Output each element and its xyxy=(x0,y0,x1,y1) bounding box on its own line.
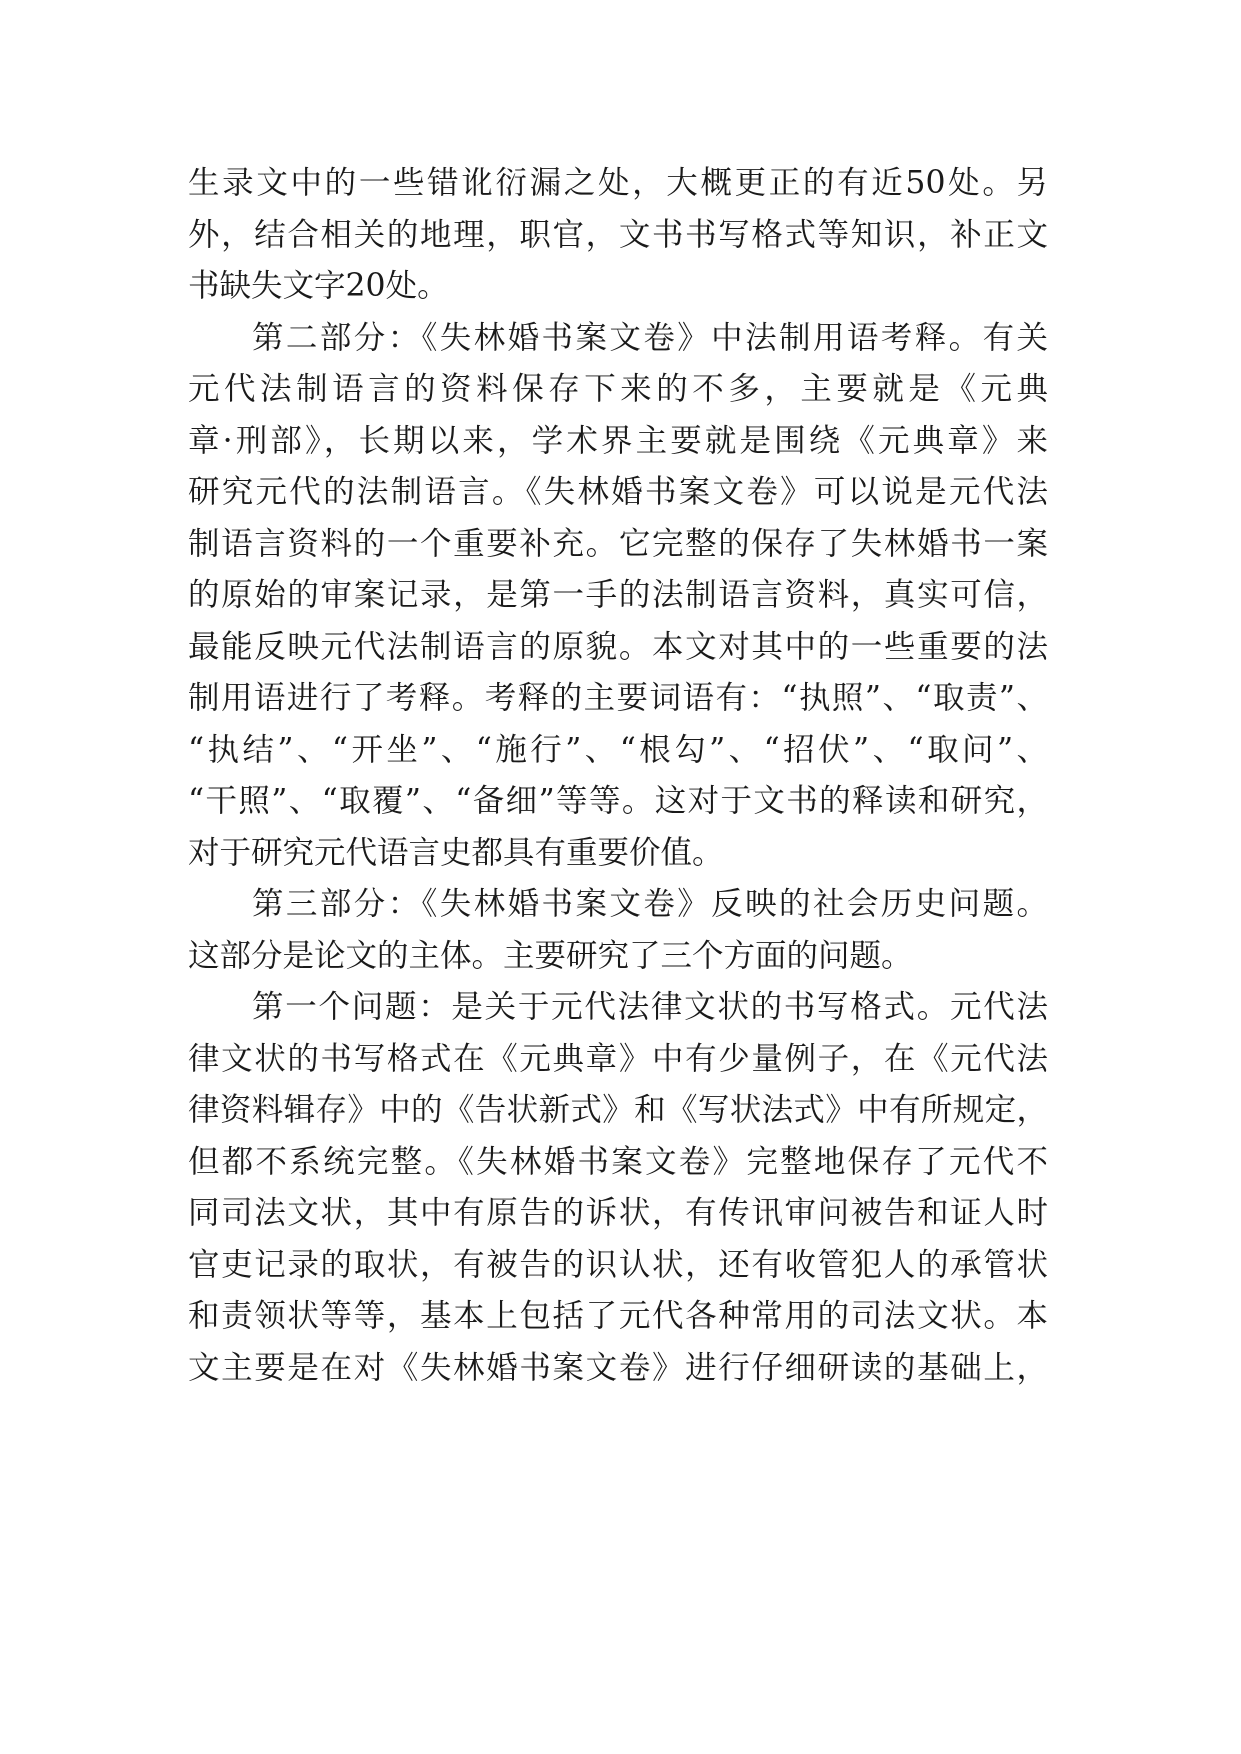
text-line: 书缺失文字20处。 xyxy=(188,268,449,304)
text-line: 但都不系统完整。《失林婚书案文卷》完整地保存了元代不 xyxy=(188,1143,1048,1180)
text-line: 外，结合相关的地理，职官，文书书写格式等知识，补正文 xyxy=(188,216,1048,253)
text-line: 元代法制语言的资料保存下来的不多，主要就是《元典 xyxy=(188,371,1048,407)
text-line: 最能反映元代法制语言的原貌。本文对其中的一些重要的法 xyxy=(188,628,1048,665)
text-line: 研究元代的法制语言。《失林婚书案文卷》可以说是元代法 xyxy=(188,474,1048,510)
text-line: “干照”、“取覆”、“备细”等等。这对于文书的释读和研究， xyxy=(188,783,1048,819)
text-line: 律资料辑存》中的《告状新式》和《写状法式》中有所规定， xyxy=(188,1092,1048,1128)
para-intro-continued xyxy=(188,158,1048,313)
text-line: 文主要是在对《失林婚书案文卷》进行仔细研读的基础上， xyxy=(188,1349,1048,1386)
text-line: 对于研究元代语言史都具有重要价值。 xyxy=(188,834,724,871)
text-line: 生录文中的一些错讹衍漏之处，大概更正的有近50处。另 xyxy=(188,165,1048,201)
text-line: 官吏记录的取状，有被告的识认状，还有收管犯人的承管状 xyxy=(188,1246,1048,1283)
text-line: 第一个问题：是关于元代法律文状的书写格式。元代法 xyxy=(252,989,1048,1025)
text-line: 律文状的书写格式在《元典章》中有少量例子，在《元代法 xyxy=(188,1040,1048,1077)
text-line: 和责领状等等，基本上包括了元代各种常用的司法文状。本 xyxy=(188,1298,1048,1334)
document-body xyxy=(188,158,1048,1394)
text-line: 章·刑部》，长期以来，学术界主要就是围绕《元典章》来 xyxy=(188,422,1048,459)
para-part-two xyxy=(188,313,1048,880)
text-line: 制用语进行了考释。考释的主要词语有：“执照”、“取责”、 xyxy=(188,680,1048,716)
text-line: 同司法文状，其中有原告的诉状，有传讯审问被告和证人时 xyxy=(188,1195,1048,1231)
text-line: “执结”、“开坐”、“施行”、“根勾”、“招伏”、“取问”、 xyxy=(188,731,1048,768)
para-part-three xyxy=(188,879,1048,982)
text-line: 第二部分：《失林婚书案文卷》中法制用语考释。有关 xyxy=(252,319,1048,356)
para-first-issue xyxy=(188,982,1048,1394)
text-line: 的原始的审案记录，是第一手的法制语言资料，真实可信， xyxy=(188,577,1048,613)
text-line: 第三部分：《失林婚书案文卷》反映的社会历史问题。 xyxy=(252,886,1048,922)
text-line: 制语言资料的一个重要补充。它完整的保存了失林婚书一案 xyxy=(188,525,1048,562)
text-line: 这部分是论文的主体。主要研究了三个方面的问题。 xyxy=(188,937,913,974)
